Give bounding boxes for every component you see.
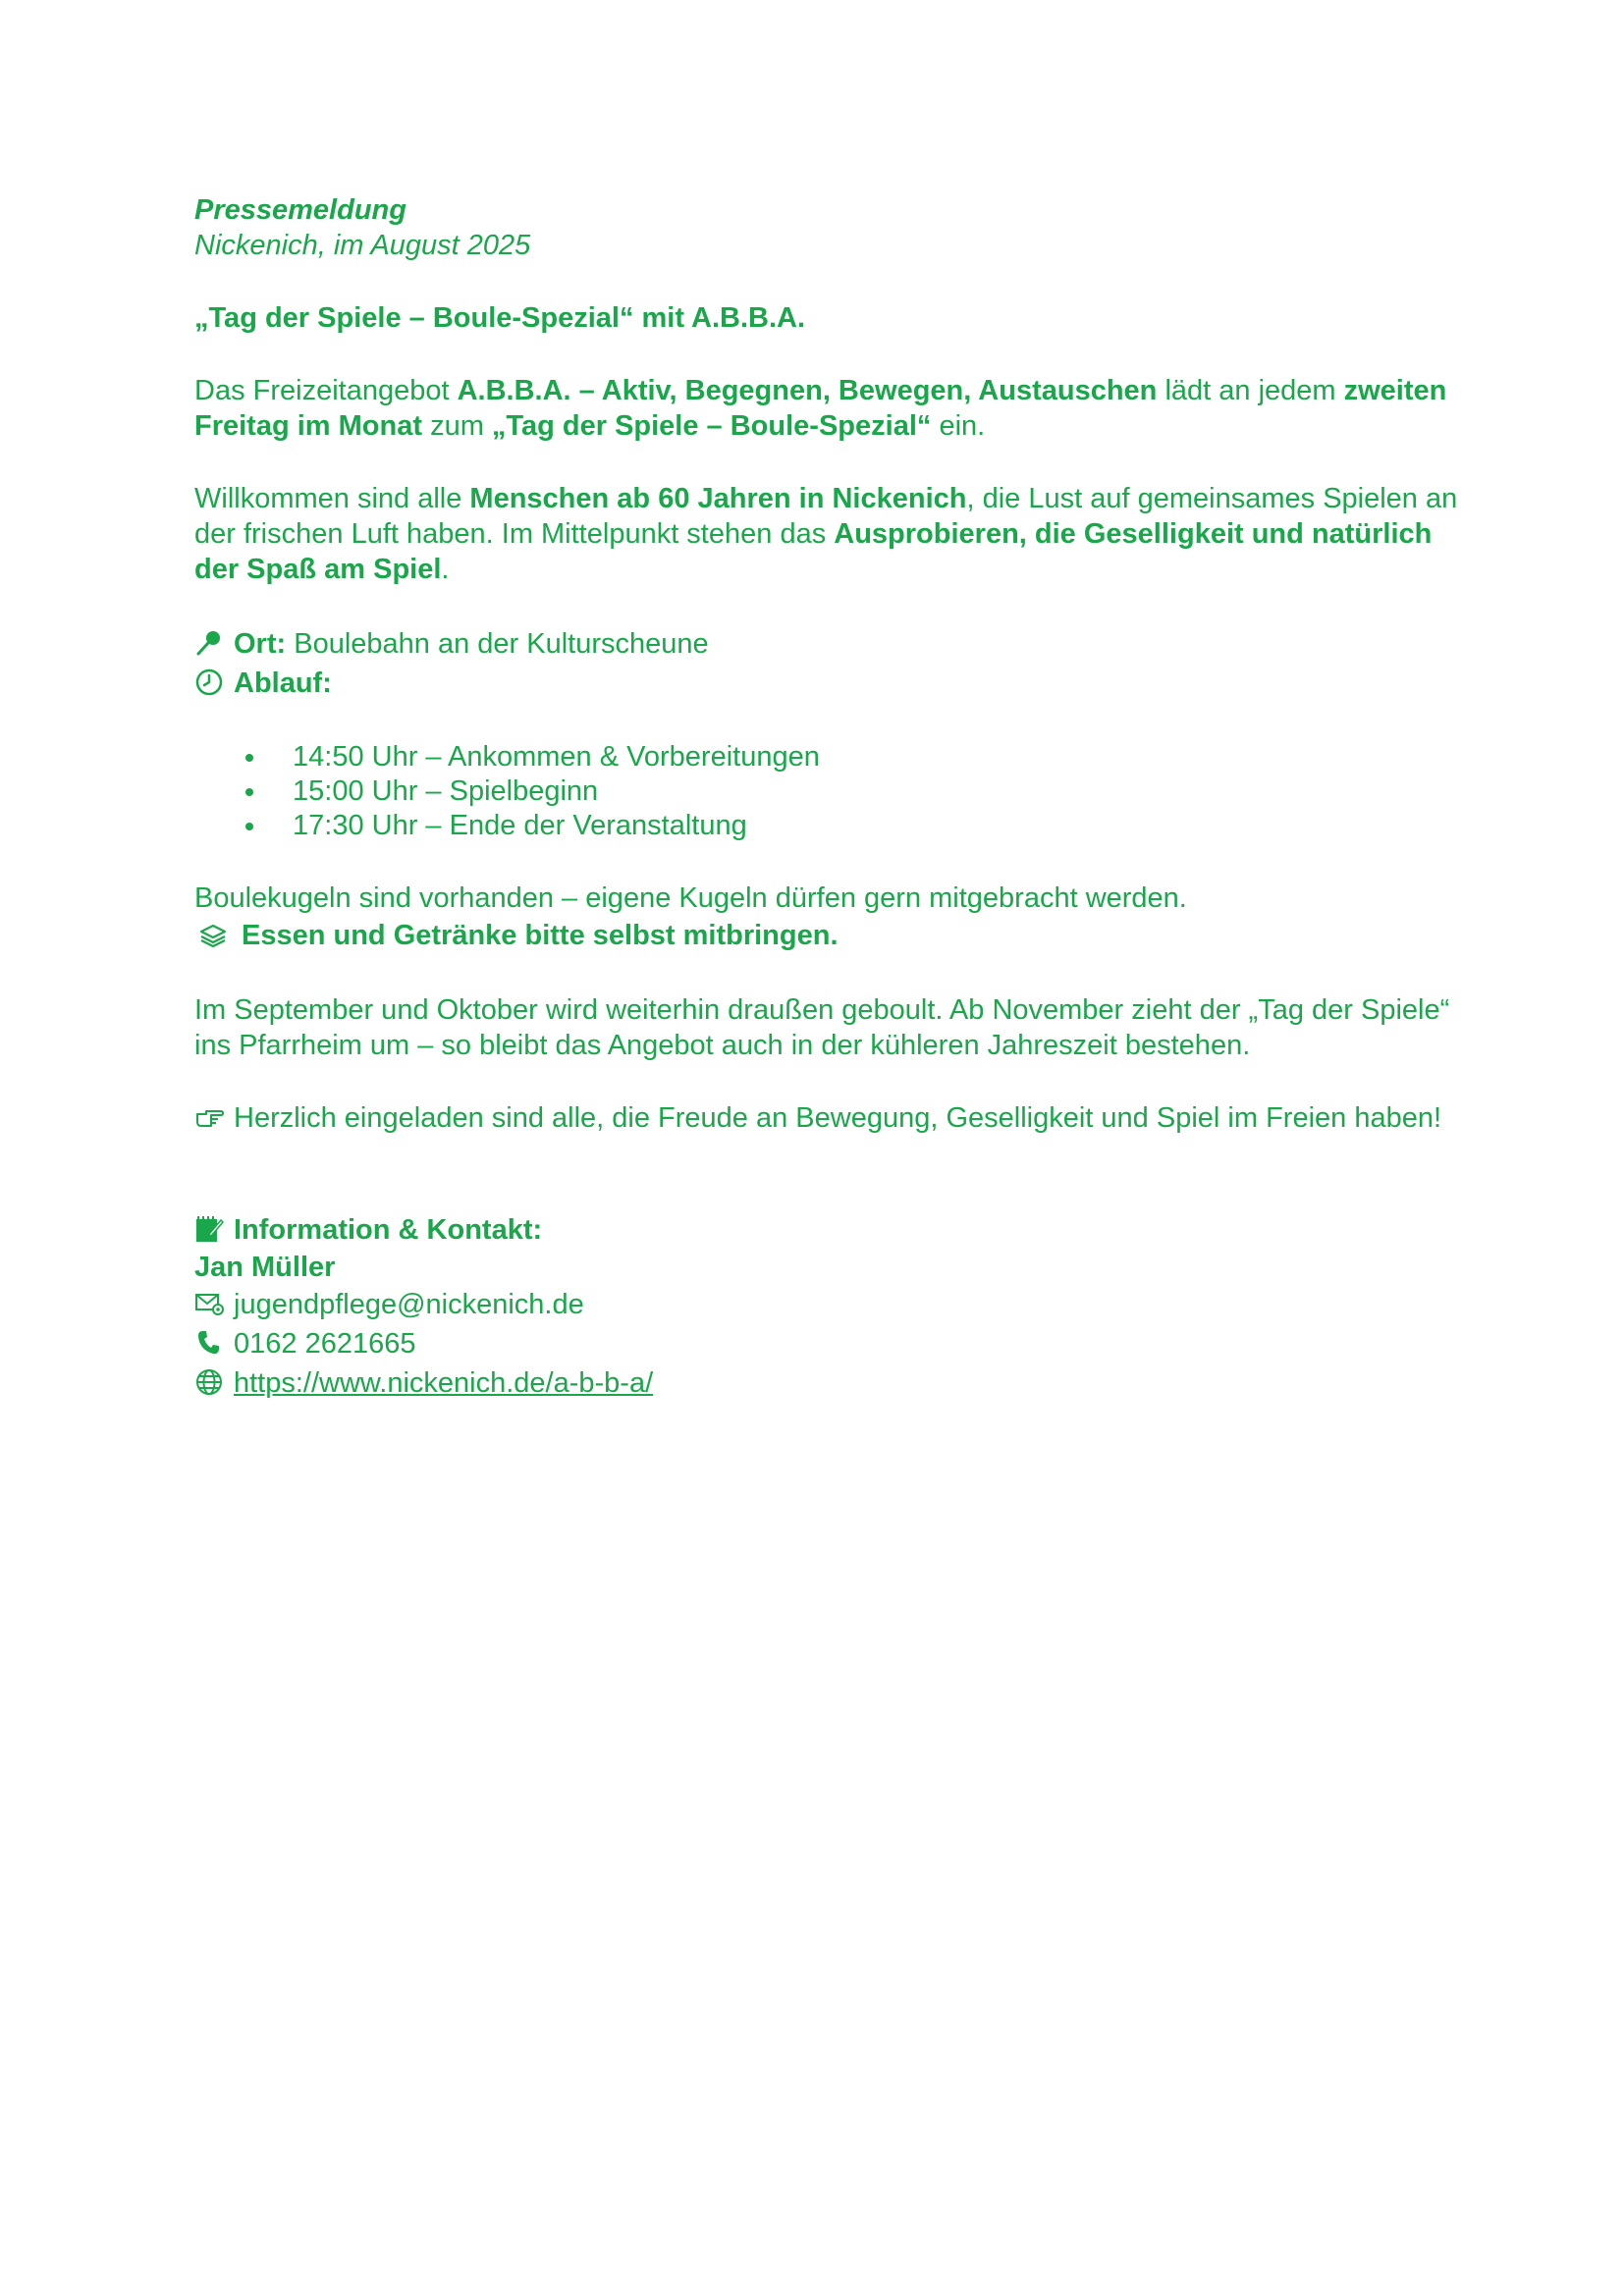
location-line: Ort: Boulebahn an der Kulturscheune bbox=[194, 624, 1471, 664]
notepad-pencil-icon bbox=[194, 1214, 224, 1244]
contact-phone: 0162 2621665 bbox=[194, 1324, 1471, 1363]
list-item: 17:30 Uhr – Ende der Veranstaltung bbox=[245, 809, 1471, 843]
envelope-at-icon bbox=[194, 1289, 224, 1318]
welcome-paragraph: Willkommen sind alle Menschen ab 60 Jahren in Nickenich, die Lust auf gemeinsames Spielen an der frischen Luft haben. Im Mittelpunkt stehen das Ausprobieren, die Geselligkeit und natürlich der Spaß am Spiel. bbox=[194, 483, 1458, 585]
schedule-list bbox=[194, 740, 1471, 843]
page-title: „Tag der Spiele – Boule-Spezial“ mit A.B.B.A. bbox=[194, 302, 805, 334]
phone-icon bbox=[194, 1328, 224, 1358]
pointing-hand-icon bbox=[194, 1102, 224, 1132]
intro-paragraph: Das Freizeitangebot A.B.B.A. – Aktiv, Begegnen, Bewegen, Austauschen lädt an jedem zweiten Freitag im Monat zum „Tag der Spiele – Boule-Spezial“ ein. bbox=[194, 375, 1447, 442]
food-stack-icon bbox=[198, 920, 228, 949]
invite-note: Herzlich eingeladen sind alle, die Freude an Bewegung, Geselligkeit und Spiel im Freien haben! bbox=[194, 1100, 1471, 1136]
balls-note: Boulekugeln sind vorhanden – eigene Kugeln dürfen gern mitgebracht werden. bbox=[194, 882, 1187, 914]
schedule-heading: Ablauf: bbox=[194, 664, 1471, 703]
globe-icon bbox=[194, 1367, 224, 1397]
pushpin-icon bbox=[194, 628, 224, 658]
document-kind: Pressemeldung bbox=[194, 194, 406, 226]
contact-email bbox=[194, 1285, 1471, 1324]
contact-url bbox=[194, 1363, 1471, 1403]
list-item: 15:00 Uhr – Spielbeginn bbox=[245, 774, 1471, 809]
clock-icon bbox=[194, 667, 224, 697]
food-note: Essen und Getränke bitte selbst mitbringen. bbox=[194, 916, 1471, 955]
list-item: 14:50 Uhr – Ankommen & Vorbereitungen bbox=[245, 740, 1471, 774]
season-note: Im September und Oktober wird weiterhin draußen geboult. Ab November zieht der „Tag der Spiele“ ins Pfarrheim um – so bleibt das Angebot auch in der kühleren Jahreszeit bestehen. bbox=[194, 994, 1450, 1061]
website-link[interactable]: https://www.nickenich.de/a-b-b-a/ bbox=[234, 1367, 654, 1399]
press-release bbox=[194, 192, 1471, 1403]
contact-name: Jan Müller bbox=[194, 1252, 336, 1283]
contact-heading: Information & Kontakt: bbox=[194, 1210, 1471, 1250]
place-date: Nickenich, im August 2025 bbox=[194, 230, 531, 261]
email-link[interactable]: jugendpflege@nickenich.de bbox=[234, 1289, 584, 1320]
